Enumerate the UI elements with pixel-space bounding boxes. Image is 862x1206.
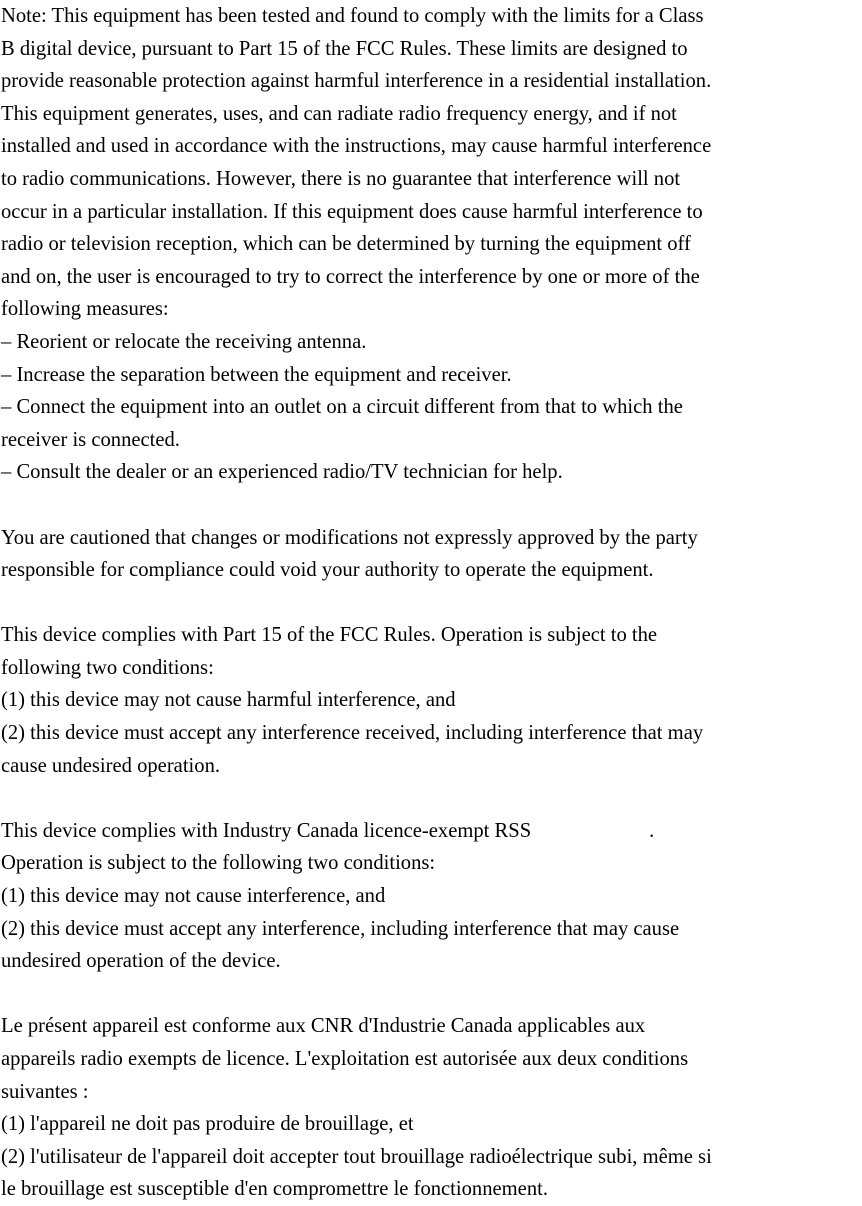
paragraph-spacer [1,489,862,522]
paragraph-line: (1) this device may not cause interference, and [1,885,386,908]
paragraph-line: le brouillage est susceptible d'en compromettre le fonctionnement. [1,1178,548,1201]
paragraph-line: to radio communications. However, there is no guarantee that interference will not [1,167,681,190]
paragraph-line: (2) this device must accept any interference, including interference that may cause [1,917,680,940]
paragraph-spacer [1,782,862,815]
measure-item: – Connect the equipment into an outlet on a circuit different from that to which the [1,396,683,419]
rss-statement-text: This device complies with Industry Canada licence-exempt RSS [1,819,532,842]
paragraph-line: Operation is subject to the following two conditions: [1,852,436,875]
regulatory-document [1,0,862,1206]
paragraph-line: cause undesired operation. [1,754,221,777]
paragraph-line: This device complies with Part 15 of the FCC Rules. Operation is subject to the [1,624,658,647]
measure-item: – Reorient or relocate the receiving antenna. [1,330,367,353]
paragraph-line [1,815,862,848]
measure-item: receiver is connected. [1,428,180,451]
paragraph-line: This equipment generates, uses, and can radiate radio frequency energy, and if not [1,102,677,125]
paragraph-line: (1) this device may not cause harmful interference, and [1,689,456,712]
paragraph-line: B digital device, pursuant to Part 15 of the FCC Rules. These limits are designed to [1,37,688,60]
paragraph-line: and on, the user is encouraged to try to correct the interference by one or more of the [1,265,700,288]
measure-item: – Consult the dealer or an experienced radio/TV technician for help. [1,461,563,484]
paragraph-line: undesired operation of the device. [1,950,281,973]
paragraph-line: You are cautioned that changes or modifications not expressly approved by the party [1,526,698,549]
caution-paragraph [1,522,862,587]
paragraph-line: suivantes : [1,1080,89,1103]
part15-paragraph [1,619,862,782]
paragraph-line: appareils radio exempts de licence. L'exploitation est autorisée aux deux conditions [1,1048,689,1070]
paragraph-line: (1) l'appareil ne doit pas produire de brouillage, et [1,1113,414,1136]
paragraph-line: provide reasonable protection against harmful interference in a residential installation. [1,70,712,93]
paragraph-line: responsible for compliance could void your authority to operate the equipment. [1,559,654,582]
measure-item: – Increase the separation between the equipment and receiver. [1,363,512,386]
paragraph-line: (2) l'utilisateur de l'appareil doit accepter tout brouillage radioélectrique subi, même si [1,1145,712,1168]
paragraph-line: following two conditions: [1,656,214,679]
paragraph-line: occur in a particular installation. If this equipment does cause harmful interference to [1,200,703,223]
paragraph-line: installed and used in accordance with the instructions, may cause harmful interference [1,135,712,158]
industry-canada-paragraph [1,815,862,978]
rss-statement-period: . [649,819,655,842]
french-paragraph [1,1010,862,1206]
paragraph-line: radio or television reception, which can be determined by turning the equipment off [1,233,691,256]
paragraph-spacer [1,978,862,1011]
paragraph-line: (2) this device must accept any interference received, including interference that may [1,722,704,745]
paragraph-line: Le présent appareil est conforme aux CNR d'Industrie Canada applicables aux [1,1015,646,1038]
paragraph-line: Note: This equipment has been tested and found to comply with the limits for a Class [1,5,704,27]
paragraph-spacer [1,587,862,620]
fcc-notice-paragraph [1,0,862,326]
fcc-measures-list [1,326,862,489]
paragraph-line: following measures: [1,298,169,321]
